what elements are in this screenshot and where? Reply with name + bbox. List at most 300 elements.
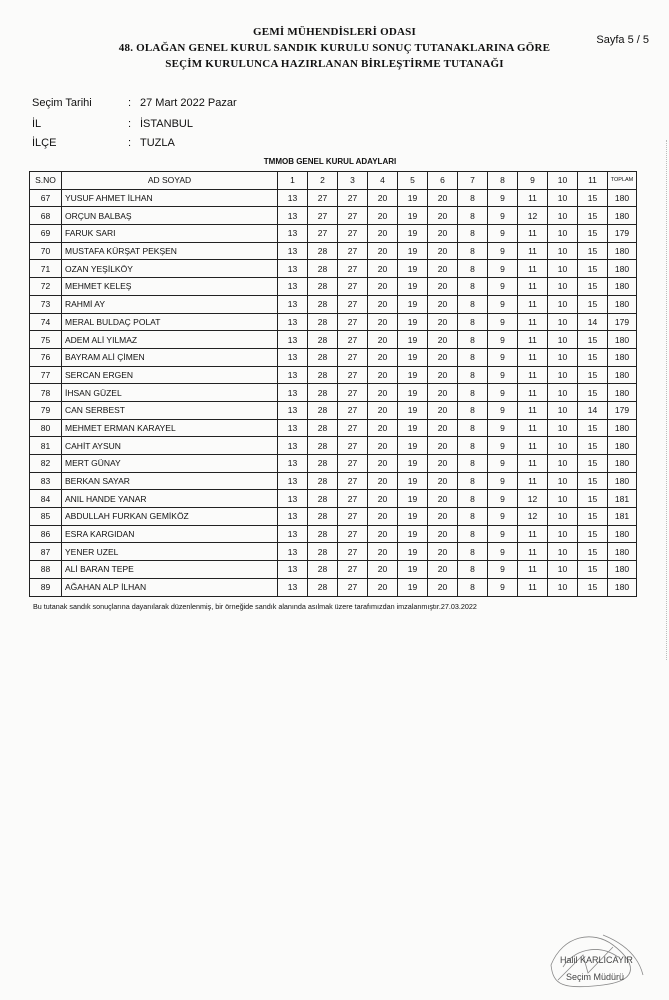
vote-cell: 19 xyxy=(398,490,428,508)
column-header: TOPLAM xyxy=(608,172,637,190)
vote-cell: 19 xyxy=(398,331,428,349)
vote-cell: 20 xyxy=(428,242,458,260)
vote-cell: 10 xyxy=(548,295,578,313)
vote-cell: 20 xyxy=(368,242,398,260)
table-row xyxy=(30,401,637,419)
vote-cell: 13 xyxy=(278,437,308,455)
row-number: 83 xyxy=(30,472,62,490)
vote-cell: 20 xyxy=(368,225,398,243)
vote-cell: 13 xyxy=(278,525,308,543)
vote-cell: 15 xyxy=(578,472,608,490)
row-number: 86 xyxy=(30,525,62,543)
column-header: S.NO xyxy=(30,172,62,190)
table-row xyxy=(30,508,637,526)
table-row xyxy=(30,384,637,402)
total-cell: 179 xyxy=(608,313,637,331)
vote-cell: 11 xyxy=(518,401,548,419)
vote-cell: 28 xyxy=(308,561,338,579)
vote-cell: 11 xyxy=(518,437,548,455)
table-row xyxy=(30,225,637,243)
vote-cell: 15 xyxy=(578,225,608,243)
vote-cell: 28 xyxy=(308,260,338,278)
vote-cell: 19 xyxy=(398,543,428,561)
candidate-name: YUSUF AHMET İLHAN xyxy=(62,189,278,207)
vote-cell: 15 xyxy=(578,260,608,278)
vote-cell: 15 xyxy=(578,525,608,543)
vote-cell: 8 xyxy=(458,472,488,490)
total-cell: 180 xyxy=(608,295,637,313)
vote-cell: 8 xyxy=(458,401,488,419)
row-number: 80 xyxy=(30,419,62,437)
vote-cell: 28 xyxy=(308,366,338,384)
vote-cell: 20 xyxy=(368,490,398,508)
vote-cell: 8 xyxy=(458,295,488,313)
vote-cell: 8 xyxy=(458,242,488,260)
total-cell: 180 xyxy=(608,348,637,366)
column-header: 10 xyxy=(548,172,578,190)
vote-cell: 13 xyxy=(278,401,308,419)
vote-cell: 20 xyxy=(428,348,458,366)
vote-cell: 10 xyxy=(548,508,578,526)
row-number: 79 xyxy=(30,401,62,419)
column-header: 5 xyxy=(398,172,428,190)
candidate-name: MERAL BULDAÇ POLAT xyxy=(62,313,278,331)
vote-cell: 15 xyxy=(578,348,608,366)
vote-cell: 9 xyxy=(488,419,518,437)
vote-cell: 8 xyxy=(458,313,488,331)
vote-cell: 15 xyxy=(578,561,608,579)
vote-cell: 20 xyxy=(428,578,458,596)
vote-cell: 19 xyxy=(398,242,428,260)
vote-cell: 10 xyxy=(548,366,578,384)
vote-cell: 20 xyxy=(428,225,458,243)
vote-cell: 10 xyxy=(548,331,578,349)
candidate-name: OZAN YEŞİLKÖY xyxy=(62,260,278,278)
row-number: 88 xyxy=(30,561,62,579)
vote-cell: 13 xyxy=(278,242,308,260)
column-header: 2 xyxy=(308,172,338,190)
row-number: 82 xyxy=(30,455,62,473)
vote-cell: 19 xyxy=(398,207,428,225)
table-row xyxy=(30,437,637,455)
vote-cell: 11 xyxy=(518,561,548,579)
total-cell: 180 xyxy=(608,525,637,543)
vote-cell: 13 xyxy=(278,561,308,579)
vote-cell: 11 xyxy=(518,472,548,490)
vote-cell: 8 xyxy=(458,578,488,596)
vote-cell: 27 xyxy=(338,508,368,526)
vote-cell: 11 xyxy=(518,331,548,349)
candidate-name: AĞAHAN ALP İLHAN xyxy=(62,578,278,596)
vote-cell: 9 xyxy=(488,490,518,508)
row-number: 70 xyxy=(30,242,62,260)
meta-value: TUZLA xyxy=(140,137,175,149)
vote-cell: 19 xyxy=(398,455,428,473)
table-row xyxy=(30,331,637,349)
total-cell: 180 xyxy=(608,331,637,349)
vote-cell: 28 xyxy=(308,525,338,543)
vote-cell: 27 xyxy=(338,578,368,596)
vote-cell: 8 xyxy=(458,278,488,296)
total-cell: 180 xyxy=(608,189,637,207)
vote-cell: 27 xyxy=(338,366,368,384)
vote-cell: 27 xyxy=(338,561,368,579)
vote-cell: 19 xyxy=(398,260,428,278)
vote-cell: 19 xyxy=(398,401,428,419)
candidate-name: ALİ BARAN TEPE xyxy=(62,561,278,579)
vote-cell: 13 xyxy=(278,384,308,402)
vote-cell: 20 xyxy=(368,278,398,296)
vote-cell: 8 xyxy=(458,525,488,543)
vote-cell: 19 xyxy=(398,278,428,296)
vote-cell: 8 xyxy=(458,455,488,473)
vote-cell: 27 xyxy=(338,437,368,455)
vote-cell: 20 xyxy=(368,401,398,419)
vote-cell: 9 xyxy=(488,437,518,455)
vote-cell: 20 xyxy=(428,437,458,455)
total-cell: 180 xyxy=(608,242,637,260)
vote-cell: 28 xyxy=(308,384,338,402)
vote-cell: 13 xyxy=(278,348,308,366)
vote-cell: 8 xyxy=(458,508,488,526)
row-number: 67 xyxy=(30,189,62,207)
org-title: GEMİ MÜHENDİSLERİ ODASI xyxy=(253,26,416,38)
vote-cell: 20 xyxy=(428,543,458,561)
total-cell: 181 xyxy=(608,508,637,526)
total-cell: 180 xyxy=(608,419,637,437)
vote-cell: 9 xyxy=(488,260,518,278)
vote-cell: 20 xyxy=(368,313,398,331)
candidate-name: ANIL HANDE YANAR xyxy=(62,490,278,508)
vote-cell: 11 xyxy=(518,295,548,313)
table-row xyxy=(30,490,637,508)
vote-cell: 9 xyxy=(488,207,518,225)
vote-cell: 20 xyxy=(368,295,398,313)
column-header: 8 xyxy=(488,172,518,190)
row-number: 87 xyxy=(30,543,62,561)
vote-cell: 12 xyxy=(518,508,548,526)
vote-cell: 20 xyxy=(368,561,398,579)
vote-cell: 15 xyxy=(578,419,608,437)
vote-cell: 11 xyxy=(518,419,548,437)
meta-label: İL xyxy=(32,118,42,130)
column-header: 7 xyxy=(458,172,488,190)
vote-cell: 13 xyxy=(278,331,308,349)
page-number: Sayfa 5 / 5 xyxy=(596,34,649,46)
vote-cell: 27 xyxy=(338,189,368,207)
row-number: 81 xyxy=(30,437,62,455)
vote-cell: 13 xyxy=(278,260,308,278)
vote-cell: 19 xyxy=(398,419,428,437)
vote-cell: 10 xyxy=(548,561,578,579)
vote-cell: 9 xyxy=(488,578,518,596)
vote-cell: 28 xyxy=(308,313,338,331)
table-row xyxy=(30,561,637,579)
vote-cell: 27 xyxy=(338,331,368,349)
vote-cell: 20 xyxy=(368,419,398,437)
vote-cell: 28 xyxy=(308,295,338,313)
vote-cell: 13 xyxy=(278,189,308,207)
table-row xyxy=(30,543,637,561)
row-number: 84 xyxy=(30,490,62,508)
vote-cell: 14 xyxy=(578,313,608,331)
table-row xyxy=(30,455,637,473)
total-cell: 180 xyxy=(608,384,637,402)
vote-cell: 8 xyxy=(458,331,488,349)
vote-cell: 13 xyxy=(278,295,308,313)
vote-cell: 10 xyxy=(548,242,578,260)
vote-cell: 8 xyxy=(458,437,488,455)
vote-cell: 27 xyxy=(338,313,368,331)
vote-cell: 27 xyxy=(338,242,368,260)
vote-cell: 19 xyxy=(398,578,428,596)
vote-cell: 20 xyxy=(368,455,398,473)
vote-cell: 9 xyxy=(488,401,518,419)
table-row xyxy=(30,348,637,366)
vote-cell: 27 xyxy=(338,225,368,243)
table-row xyxy=(30,189,637,207)
vote-cell: 8 xyxy=(458,561,488,579)
vote-cell: 19 xyxy=(398,561,428,579)
vote-cell: 11 xyxy=(518,578,548,596)
vote-cell: 19 xyxy=(398,225,428,243)
table-row xyxy=(30,207,637,225)
vote-cell: 11 xyxy=(518,260,548,278)
vote-cell: 8 xyxy=(458,189,488,207)
vote-cell: 10 xyxy=(548,260,578,278)
candidate-name: SERCAN ERGEN xyxy=(62,366,278,384)
vote-cell: 20 xyxy=(368,437,398,455)
column-header: AD SOYAD xyxy=(62,172,278,190)
vote-cell: 13 xyxy=(278,472,308,490)
vote-cell: 13 xyxy=(278,578,308,596)
total-cell: 181 xyxy=(608,490,637,508)
vote-cell: 20 xyxy=(368,348,398,366)
table-row xyxy=(30,260,637,278)
vote-cell: 15 xyxy=(578,295,608,313)
candidate-name: MEHMET KELEŞ xyxy=(62,278,278,296)
vote-cell: 27 xyxy=(308,207,338,225)
vote-cell: 8 xyxy=(458,384,488,402)
scan-edge xyxy=(662,140,667,660)
vote-cell: 20 xyxy=(368,331,398,349)
vote-cell: 11 xyxy=(518,455,548,473)
vote-cell: 28 xyxy=(308,348,338,366)
vote-cell: 11 xyxy=(518,189,548,207)
vote-cell: 10 xyxy=(548,543,578,561)
row-number: 77 xyxy=(30,366,62,384)
vote-cell: 10 xyxy=(548,189,578,207)
vote-cell: 14 xyxy=(578,401,608,419)
row-number: 75 xyxy=(30,331,62,349)
table-row xyxy=(30,366,637,384)
vote-cell: 9 xyxy=(488,455,518,473)
row-number: 69 xyxy=(30,225,62,243)
table-title: TMMOB GENEL KURUL ADAYLARI xyxy=(263,157,397,166)
total-cell: 180 xyxy=(608,207,637,225)
total-cell: 180 xyxy=(608,437,637,455)
candidate-name: BERKAN SAYAR xyxy=(62,472,278,490)
vote-cell: 19 xyxy=(398,437,428,455)
vote-cell: 27 xyxy=(338,472,368,490)
vote-cell: 20 xyxy=(428,525,458,543)
vote-cell: 28 xyxy=(308,331,338,349)
vote-cell: 13 xyxy=(278,207,308,225)
row-number: 78 xyxy=(30,384,62,402)
vote-cell: 19 xyxy=(398,313,428,331)
vote-cell: 9 xyxy=(488,348,518,366)
table-row xyxy=(30,278,637,296)
vote-cell: 20 xyxy=(428,295,458,313)
table-row xyxy=(30,525,637,543)
vote-cell: 28 xyxy=(308,437,338,455)
candidate-name: İHSAN GÜZEL xyxy=(62,384,278,402)
meta-value: İSTANBUL xyxy=(140,118,193,130)
total-cell: 180 xyxy=(608,366,637,384)
total-cell: 180 xyxy=(608,578,637,596)
vote-cell: 8 xyxy=(458,207,488,225)
table-row xyxy=(30,242,637,260)
vote-cell: 9 xyxy=(488,384,518,402)
vote-cell: 8 xyxy=(458,419,488,437)
vote-cell: 9 xyxy=(488,295,518,313)
meta-label: İLÇE xyxy=(32,137,57,149)
vote-cell: 27 xyxy=(338,455,368,473)
document-title-line2: SEÇİM KURULUNCA HAZIRLANAN BİRLEŞTİRME TUTANAĞI xyxy=(165,58,504,70)
vote-cell: 27 xyxy=(338,419,368,437)
vote-cell: 20 xyxy=(428,207,458,225)
vote-cell: 28 xyxy=(308,455,338,473)
vote-cell: 20 xyxy=(368,366,398,384)
table-row xyxy=(30,295,637,313)
vote-cell: 8 xyxy=(458,260,488,278)
vote-cell: 13 xyxy=(278,278,308,296)
vote-cell: 28 xyxy=(308,242,338,260)
vote-cell: 15 xyxy=(578,508,608,526)
meta-value: 27 Mart 2022 Pazar xyxy=(140,97,237,109)
vote-cell: 10 xyxy=(548,525,578,543)
vote-cell: 11 xyxy=(518,348,548,366)
column-header: 3 xyxy=(338,172,368,190)
vote-cell: 9 xyxy=(488,225,518,243)
vote-cell: 28 xyxy=(308,490,338,508)
candidate-name: MEHMET ERMAN KARAYEL xyxy=(62,419,278,437)
candidate-name: BAYRAM ALİ ÇİMEN xyxy=(62,348,278,366)
vote-cell: 11 xyxy=(518,225,548,243)
vote-cell: 12 xyxy=(518,490,548,508)
vote-cell: 10 xyxy=(548,313,578,331)
vote-cell: 20 xyxy=(428,561,458,579)
candidate-name: ESRA KARGIDAN xyxy=(62,525,278,543)
vote-cell: 9 xyxy=(488,472,518,490)
vote-cell: 10 xyxy=(548,348,578,366)
vote-cell: 27 xyxy=(338,260,368,278)
vote-cell: 19 xyxy=(398,189,428,207)
vote-cell: 20 xyxy=(428,366,458,384)
vote-cell: 9 xyxy=(488,278,518,296)
total-cell: 180 xyxy=(608,455,637,473)
row-number: 76 xyxy=(30,348,62,366)
vote-cell: 9 xyxy=(488,508,518,526)
vote-cell: 15 xyxy=(578,578,608,596)
vote-cell: 13 xyxy=(278,419,308,437)
vote-cell: 20 xyxy=(428,508,458,526)
vote-cell: 15 xyxy=(578,189,608,207)
row-number: 74 xyxy=(30,313,62,331)
vote-cell: 15 xyxy=(578,366,608,384)
vote-cell: 20 xyxy=(428,401,458,419)
vote-cell: 10 xyxy=(548,578,578,596)
row-number: 73 xyxy=(30,295,62,313)
row-number: 89 xyxy=(30,578,62,596)
vote-cell: 27 xyxy=(338,490,368,508)
vote-cell: 20 xyxy=(428,419,458,437)
vote-cell: 8 xyxy=(458,348,488,366)
vote-cell: 13 xyxy=(278,490,308,508)
vote-cell: 20 xyxy=(428,455,458,473)
vote-cell: 9 xyxy=(488,561,518,579)
vote-cell: 19 xyxy=(398,472,428,490)
vote-cell: 20 xyxy=(368,472,398,490)
total-cell: 180 xyxy=(608,543,637,561)
vote-cell: 19 xyxy=(398,366,428,384)
vote-cell: 20 xyxy=(428,278,458,296)
candidate-name: CAN SERBEST xyxy=(62,401,278,419)
vote-cell: 20 xyxy=(428,260,458,278)
candidate-name: YENER UZEL xyxy=(62,543,278,561)
vote-cell: 15 xyxy=(578,384,608,402)
table-row xyxy=(30,419,637,437)
vote-cell: 10 xyxy=(548,225,578,243)
vote-cell: 10 xyxy=(548,419,578,437)
vote-cell: 8 xyxy=(458,543,488,561)
vote-cell: 20 xyxy=(428,189,458,207)
candidate-name: FARUK SARI xyxy=(62,225,278,243)
vote-cell: 15 xyxy=(578,455,608,473)
candidate-name: MERT GÜNAY xyxy=(62,455,278,473)
vote-cell: 20 xyxy=(368,207,398,225)
vote-cell: 20 xyxy=(368,578,398,596)
vote-cell: 9 xyxy=(488,366,518,384)
vote-cell: 19 xyxy=(398,295,428,313)
signature-title: Seçim Müdürü xyxy=(566,972,625,982)
vote-cell: 28 xyxy=(308,419,338,437)
vote-cell: 15 xyxy=(578,278,608,296)
vote-cell: 27 xyxy=(338,348,368,366)
vote-cell: 28 xyxy=(308,508,338,526)
vote-cell: 11 xyxy=(518,384,548,402)
vote-cell: 19 xyxy=(398,525,428,543)
candidate-name: MUSTAFA KÜRŞAT PEKŞEN xyxy=(62,242,278,260)
vote-cell: 20 xyxy=(368,260,398,278)
vote-cell: 9 xyxy=(488,543,518,561)
total-cell: 180 xyxy=(608,561,637,579)
vote-cell: 20 xyxy=(428,472,458,490)
vote-cell: 20 xyxy=(368,384,398,402)
vote-cell: 15 xyxy=(578,437,608,455)
vote-cell: 10 xyxy=(548,472,578,490)
vote-cell: 13 xyxy=(278,508,308,526)
vote-cell: 8 xyxy=(458,225,488,243)
row-number: 68 xyxy=(30,207,62,225)
vote-cell: 20 xyxy=(428,313,458,331)
total-cell: 180 xyxy=(608,260,637,278)
vote-cell: 19 xyxy=(398,384,428,402)
vote-cell: 13 xyxy=(278,366,308,384)
candidate-name: CAHİT AYSUN xyxy=(62,437,278,455)
candidate-name: RAHMİ AY xyxy=(62,295,278,313)
row-number: 71 xyxy=(30,260,62,278)
